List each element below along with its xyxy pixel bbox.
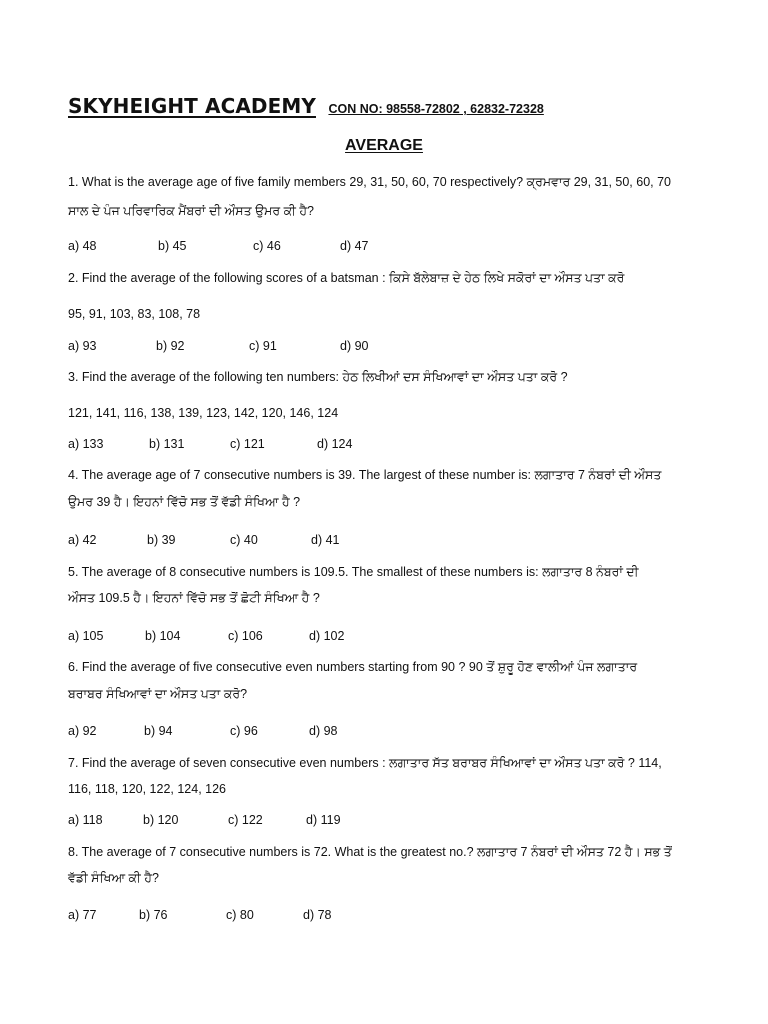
- q8-option-d: d) 78: [303, 908, 332, 922]
- q3-text-line-1: 3. Find the average of the following ten numbers: ਹੇਠ ਲਿਖੀਆਂ ਦਸ ਸੰਖਿਆਵਾਂ ਦਾ ਔਸਤ ਪਤਾ ਕਰੋ ?: [68, 370, 568, 384]
- q1-text-line-1: 1. What is the average age of five family members 29, 31, 50, 60, 70 respectively? ਕ੍ਰਮਵਾਰ 29, 31, 50, 60, 70: [68, 175, 671, 189]
- q6-option-d: d) 98: [309, 724, 338, 738]
- q4-option-a: a) 42: [68, 533, 97, 547]
- q3-text-line-2: 121, 141, 116, 138, 139, 123, 142, 120, 146, 124: [68, 406, 339, 420]
- q4-option-d: d) 41: [311, 533, 340, 547]
- q1-option-a: a) 48: [68, 239, 97, 253]
- q2-option-d: d) 90: [340, 339, 369, 353]
- q7-option-b: b) 120: [143, 813, 179, 827]
- q2-option-b: b) 92: [156, 339, 185, 353]
- q6-option-a: a) 92: [68, 724, 97, 738]
- q6-option-c: c) 96: [230, 724, 258, 738]
- q7-option-c: c) 122: [228, 813, 263, 827]
- q5-text-line-2: ਔਸਤ 109.5 ਹੈ। ਇਹਨਾਂ ਵਿੱਚੋ ਸਭ ਤੋਂ ਛੋਟੀ ਸੰਖਿਆ ਹੈ ?: [68, 591, 320, 605]
- q1-option-b: b) 45: [158, 239, 187, 253]
- q5-option-c: c) 106: [228, 629, 263, 643]
- q6-text-line-2: ਬਰਾਬਰ ਸੰਖਿਆਵਾਂ ਦਾ ਔਸਤ ਪਤਾ ਕਰੋ?: [68, 687, 248, 701]
- q1-text-line-2: ਸਾਲ ਦੇ ਪੰਜ ਪਰਿਵਾਰਿਕ ਮੈਂਬਰਾਂ ਦੀ ਔਸਤ ਉਮਰ ਕੀ ਹੈ?: [68, 204, 314, 218]
- q5-option-b: b) 104: [145, 629, 181, 643]
- q4-option-b: b) 39: [147, 533, 176, 547]
- q4-option-c: c) 40: [230, 533, 258, 547]
- q7-option-a: a) 118: [68, 813, 103, 827]
- q3-option-a: a) 133: [68, 437, 104, 451]
- q7-option-d: d) 119: [306, 813, 341, 827]
- q8-option-c: c) 80: [226, 908, 254, 922]
- q6-text-line-1: 6. Find the average of five consecutive even numbers starting from 90 ? 90 ਤੋਂ ਸ਼ੁਰੂ ਹੋਣ ਵਾਲੀਆਂ ਪੰਜ ਲਗਾਤਾਰ: [68, 660, 638, 674]
- contact-numbers: CON NO: 98558-72802 , 62832-72328: [328, 102, 544, 116]
- q8-text-line-2: ਵੱਡੀ ਸੰਖਿਆ ਕੀ ਹੈ?: [68, 871, 159, 885]
- q4-text-line-1: 4. The average age of 7 consecutive numbers is 39. The largest of these number is: ਲਗਾਤਾਰ 7 ਨੰਬਰਾਂ ਦੀ ਔਸਤ: [68, 468, 662, 482]
- q5-option-a: a) 105: [68, 629, 104, 643]
- header: [68, 94, 544, 118]
- q1-option-d: d) 47: [340, 239, 369, 253]
- q2-option-c: c) 91: [249, 339, 277, 353]
- q7-text-line-1: 7. Find the average of seven consecutive even numbers : ਲਗਾਤਾਰ ਸੱਤ ਬਰਾਬਰ ਸੰਖਿਆਵਾਂ ਦਾ ਔਸਤ ਪਤਾ ਕਰੋ ? 114,: [68, 756, 662, 770]
- q6-option-b: b) 94: [144, 724, 173, 738]
- q5-option-d: d) 102: [309, 629, 345, 643]
- q3-option-c: c) 121: [230, 437, 265, 451]
- q4-text-line-2: ਉਮਰ 39 ਹੈ। ਇਹਨਾਂ ਵਿੱਚੋ ਸਭ ਤੋਂ ਵੱਡੀ ਸੰਖਿਆ ਹੈ ?: [68, 495, 301, 509]
- q8-option-a: a) 77: [68, 908, 97, 922]
- q3-option-b: b) 131: [149, 437, 185, 451]
- q7-text-line-2: 116, 118, 120, 122, 124, 126: [68, 782, 227, 796]
- q2-text-line-1: 2. Find the average of the following scores of a batsman : ਕਿਸੇ ਬੱਲੇਬਾਜ਼ ਦੇ ਹੇਠ ਲਿਖੇ ਸਕੋਰਾਂ ਦਾ ਔਸਤ ਪਤਾ ਕਰੋ: [68, 271, 625, 285]
- q8-option-b: b) 76: [139, 908, 168, 922]
- q5-text-line-1: 5. The average of 8 consecutive numbers is 109.5. The smallest of these numbers is: ਲਗਾਤਾਰ 8 ਨੰਬਰਾਂ ਦੀ: [68, 565, 639, 579]
- q1-option-c: c) 46: [253, 239, 281, 253]
- academy-name: SKYHEIGHT ACADEMY: [68, 94, 316, 118]
- q3-option-d: d) 124: [317, 437, 353, 451]
- q2-option-a: a) 93: [68, 339, 97, 353]
- q2-text-line-2: 95, 91, 103, 83, 108, 78: [68, 307, 201, 321]
- page-title: AVERAGE: [345, 137, 423, 154]
- q8-text-line-1: 8. The average of 7 consecutive numbers is 72. What is the greatest no.? ਲਗਾਤਾਰ 7 ਨੰਬਰਾਂ ਦੀ ਔਸਤ 72 ਹੈ। ਸਭ ਤੋਂ: [68, 845, 672, 859]
